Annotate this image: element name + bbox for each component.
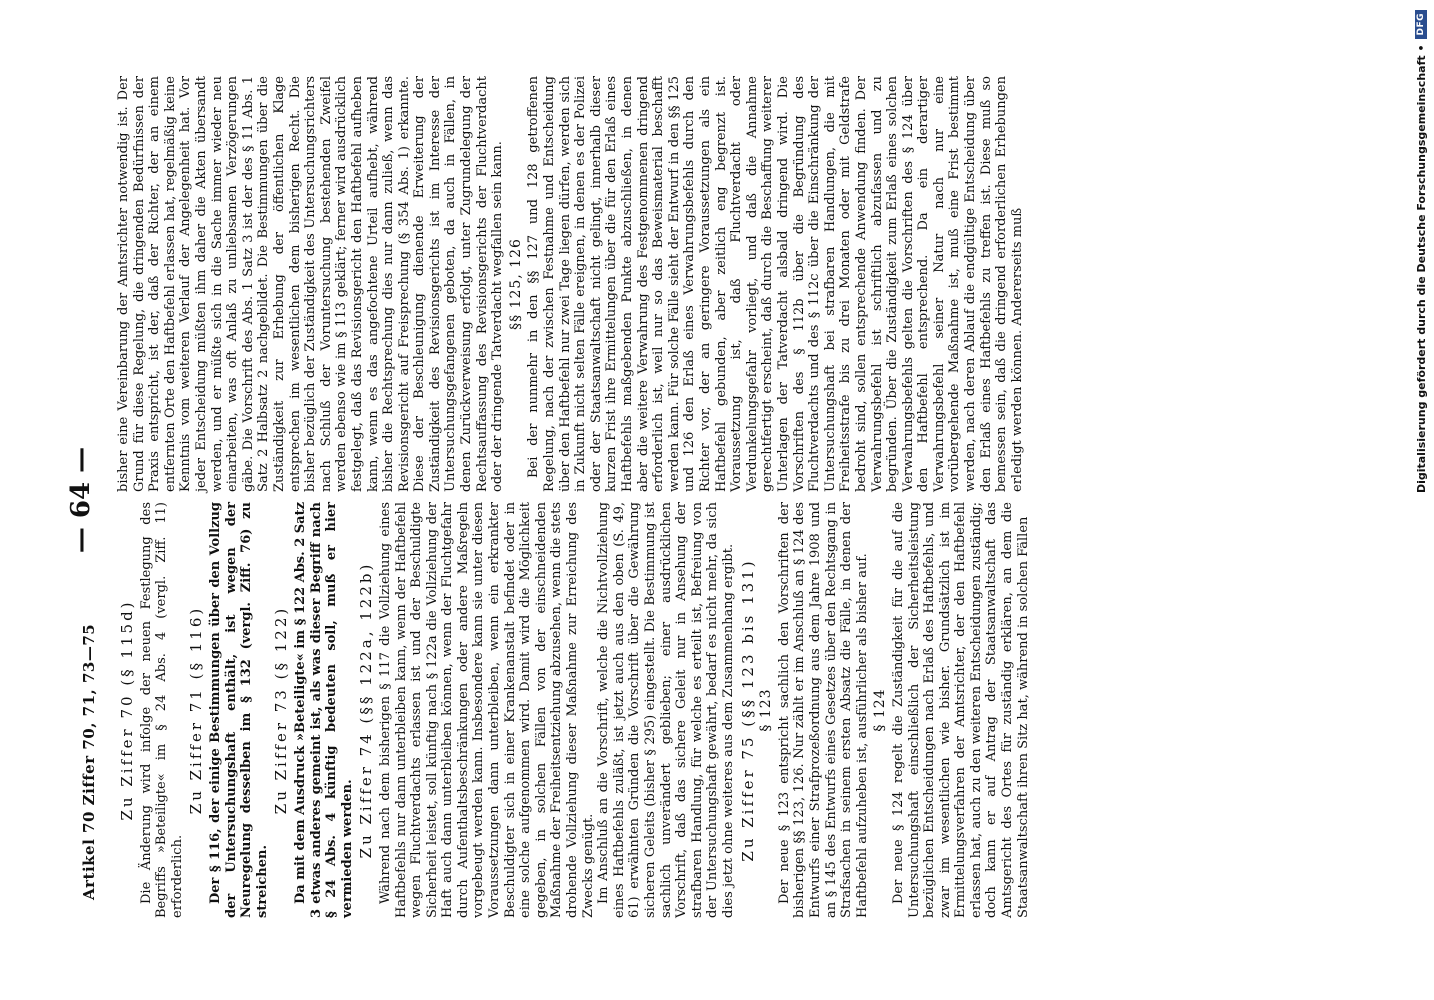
section-heading: Zu Ziffer 73 (§ 122) <box>272 605 291 815</box>
paragraph-subheading: §§ 125, 126 <box>507 238 524 330</box>
section-heading: Zu Ziffer 71 (§ 116) <box>187 605 206 815</box>
page-header <box>58 0 118 1000</box>
paragraph-subheading: § 123 <box>758 688 775 732</box>
body-paragraph: Der § 116, der einige Bestimmungen über den Vollzug der Untersuchungshaft enthält, ist wegen der Neuregelung desselben im § 132 (vergl. Ziff. 76) zu streichen. <box>207 502 270 918</box>
body-paragraph: Bei der nunmehr in den §§ 127 und 128 getroffenen Regelung, nach der zwischen Festnahme und Entscheidung über den Haftbefehl nur zwei Tage liegen dürfen, werden sich in Zukunft nicht selten Fälle ereignen, in denen es der Polizei oder der Staatsanwaltschaft nicht gelingt, innerhalb dieser kurzen Frist ihre Ermittelungen über die für den Erlaß eines Haftbefehls maßgebenden Punkte abzuschließen, in denen aber die weitere Verwahrung des Festgenommenen dringend erforderlich ist, weil nur so das Beweismaterial beschafft werden kann. Für solche Fälle sieht der Entwurf in den §§ 125 und 126 den Erlaß eines Verwahrungsbefehls durch den Richter vor, der an geringere Voraussetzungen als ein Haftbefehl gebunden, aber zeitlich eng begrenzt ist. Voraussetzung ist, daß Fluchtverdacht oder Verdunkelungsgefahr vorliegt, und daß die Annahme gerechtfertigt erscheint, daß durch die Beschaffung weiterer Unterlagen der Tatverdacht alsbald dringend wird. Die Vorschriften des § 112b über die Begründung des Fluchtverdachts und des § 112c über die Einschränkung der Untersuchungshaft bei strafbaren Handlungen, die mit Freiheitsstrafe bis zu drei Monaten oder mit Geldstrafe bedroht sind, sollen entsprechende Anwendung finden. Der Verwahrungsbefehl ist schriftlich abzufassen und zu begründen. Über die Zuständigkeit zum Erlaß eines solchen Verwahrungsbefehls gelten die Vorschriften des § 124 über den Haftbefehl entsprechend. Da ein derartiger Verwahrungsbefehl seiner Natur nach nur eine vorübergehende Maßnahme ist, muß eine Frist bestimmt werden, nach deren Ablauf die endgültige Entscheidung über den Erlaß eines Haftbefehls zu treffen ist. Diese muß so bemessen sein, daß die dringend erforderlichen Erhebungen erledigt werden können. Andererseits muß <box>526 76 1025 492</box>
body-paragraph: Die Änderung wird infolge der neuen Festlegung des Begriffs »Beteiligte« im § 24 Abs. 4 (vergl. Ziff. 11) erforderlich. <box>138 502 185 918</box>
page-number: — 64 — <box>66 446 96 554</box>
dfg-logo: DFG <box>1415 10 1427 39</box>
section-heading: Zu Ziffer 70 (§ 115d) <box>118 599 136 821</box>
left-column <box>116 502 1031 918</box>
right-column <box>116 76 1025 492</box>
body-paragraph: Während nach dem bisherigen § 117 die Vollziehung eines Haftbefehls nur dann unterbleiben kann, wenn der Haftbefehl wegen Fluchtverdachts erlassen ist und der Beschuldigte Sicherheit leistet, soll künftig nach § 122a die Vollziehung der Haft auch dann unterbleiben können, wenn der Fluchtgefahr durch Aufenthaltsbeschränkungen oder andere Maßregeln vorgebeugt werden kann. Insbesondere kann sie unter diesen Voraussetzungen dann unterbleiben, wenn ein erkrankter Beschuldigter sich in einer Krankenanstalt befindet oder in eine solche aufgenommen wird. Damit wird die Möglichkeit gegeben, in solchen Fällen von der einschneidenden Maßnahme der Freiheitsentziehung abzusehen, wenn die stets drohende Vollziehung dieser Maßnahme zur Erreichung des Zwecks genügt. <box>377 502 596 918</box>
body-paragraph: Im Anschluß an die Vorschrift, welche die Nichtvollziehung eines Haftbefehls zuläßt, ist jetzt auch aus den oben (S. 49, 61) erwähnten Gründen die Vorschrift über die Gewährung sicheren Geleits (bisher § 295) eingestellt. Die Bestimmung ist sachlich unverändert geblieben; einer ausdrücklichen Vorschrift, daß das sichere Geleit nur in Ansehung der strafbaren Handlung, für welche es erteilt ist, Befreiung von der Untersuchungshaft gewährt, bedarf es nicht mehr, da sich dies jetzt ohne weiteres aus dem Zusammenhang ergibt. <box>596 502 736 918</box>
paragraph-subheading: § 124 <box>872 688 889 732</box>
section-heading: Zu Ziffer 75 (§§ 123 bis 131) <box>738 558 757 862</box>
section-heading: Zu Ziffer 74 (§§ 122a, 122b) <box>357 561 376 859</box>
credit-text: Digitalisierung gefördert durch die Deutsche Forschungsgemeinschaft • <box>1414 44 1428 494</box>
body-paragraph: Der neue § 123 entspricht sachlich den Vorschriften der bisherigen §§ 123, 126. Nur zählt er im Anschluß an § 124 des Entwurfs einer Strafprozeßordnung aus dem Jahre 1908 und an § 145 des Entwurfs eines Gesetzes über den Rechtsgang in Strafsachen in seinem ersten Absatz die Fälle, in denen der Haftbefehl aufzuheben ist, ausführlicher als bisher auf. <box>776 502 870 918</box>
body-paragraph: bisher eine Vereinbarung der Amtsrichter notwendig ist. Der Grund für diese Regelung, die dringenden Bedürfnissen der Praxis entspricht, ist der, daß der Richter, der an einem entfernten Orte den Haftbefehl erlassen hat, regelmäßig keine Kenntnis vom weiteren Verlauf der Angelegenheit hat. Vor jeder Entscheidung müßten ihm daher die Akten übersandt werden, und er müßte sich in die Sache immer wieder neu einarbeiten, was oft Anlaß zu unliebsamen Verzögerungen gäbe. Die Vorschrift des Abs. 1 Satz 3 ist der des § 11 Abs. 1 Satz 2 Halbsatz 2 nachgebildet. Die Bestimmungen über die Zuständigkeit zur Erhebung der öffentlichen Klage entsprechen im wesentlichen dem bisherigen Recht. Die bisher bezüglich der Zuständigkeit des Untersuchungsrichters nach Schluß der Voruntersuchung bestehenden Zweifel werden ebenso wie im § 113 geklärt; ferner wird ausdrücklich festgelegt, daß das Revisionsgericht den Haftbefehl aufheben kann, wenn es das angefochtene Urteil aufhebt, während bisher die Rechtsprechung dies nur dann zuließ, wenn das Revisionsgericht auf Freisprechung (§ 354 Abs. 1) erkannte. Diese der Beschleunigung dienende Erweiterung der Zuständigkeit des Revisionsgerichts ist im Interesse der Untersuchungsgefangenen geboten, da auch in Fällen, in denen Zurückverweisung erfolgt, unter Zugrundelegung der Rechtsauffassung des Revisionsgerichts der Fluchtverdacht oder der dringende Tatverdacht wegfallen sein kann. <box>116 76 506 492</box>
digitization-credit <box>1406 0 1434 1000</box>
running-header: Artikel 70 Ziffer 70, 71, 73—75 <box>80 623 98 900</box>
body-paragraph: Der neue § 124 regelt die Zuständigkeit für die auf die Untersuchungshaft einschließlich der Sicherheitsleistung bezüglichen Entscheidungen nach Erlaß des Haftbefehls, und zwar im wesentlichen wie bisher. Grundsätzlich ist im Ermittelungsverfahren der Amtsrichter, der den Haftbefehl erlassen hat, auch zu den weiteren Entscheidungen zuständig; doch kann er auf Antrag der Staatsanwaltschaft das Amtsgericht des Ortes für zuständig erklären, an dem die Staatsanwaltschaft ihren Sitz hat, während in solchen Fällen <box>890 502 1031 918</box>
body-paragraph: Da mit dem Ausdruck »Beteiligte« im § 122 Abs. 2 Satz 3 etwas anderes gemeint ist, als was dieser Begriff nach § 24 Abs. 4 künftig bedeuten soll, muß er hier vermieden werden. <box>292 502 355 918</box>
